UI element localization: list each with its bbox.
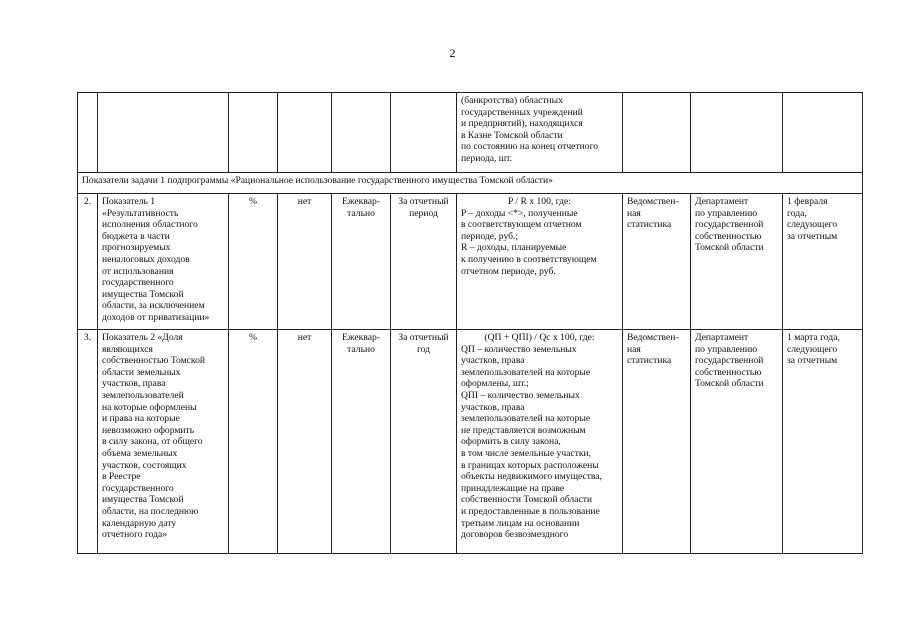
cell-source: Ведомствен- ная статистика xyxy=(623,194,691,330)
cell-period xyxy=(391,93,457,173)
cell-method xyxy=(457,330,623,554)
cell-source xyxy=(623,93,691,173)
cell-name: Показатель 2 «Доля являющихся собственностью Томской области земельных участков, права землепользователей на которые оформлены и права на которые невозможно оформить в силу закона, от общего объема земельных участков, состоящих в Реестре государственного имущества Томской области, на последнюю календарную дату отчетного года» xyxy=(98,330,229,554)
cell-deadline: 1 февраля года, следующего за отчетным xyxy=(783,194,863,330)
cell-responsible: Департамент по управлению государственной собственностью Томской области xyxy=(691,330,783,554)
cell-responsible xyxy=(691,93,783,173)
table-row xyxy=(78,194,863,330)
cell-unit: % xyxy=(229,330,278,554)
cell-deadline: 1 марта года, следующего за отчетным xyxy=(783,330,863,554)
cell-periodicity: Ежеквар- тально xyxy=(332,194,391,330)
method-formula: (QП + QПI) / Qс х 100, где: xyxy=(484,332,595,343)
table-row xyxy=(78,93,863,173)
cell-name: Показатель 1 «Результативность исполнения областного бюджета в части прогнозируемых неналоговых доходов от использования государственного имущества Томской области, за исключением доходов от приватизации» xyxy=(98,194,229,330)
table-row xyxy=(78,330,863,554)
section-row xyxy=(78,173,863,194)
cell-method: (банкротства) областных государственных учреждений и предприятий), находящихся в Казне Томской области по состоянию на конец отчетного периода, шт. xyxy=(457,93,623,173)
section-title: Показатели задачи 1 подпрограммы «Рациональное использование государственного имущества Томской области» xyxy=(78,173,863,194)
cell-responsible: Департамент по управлению государственной собственностью Томской области xyxy=(691,194,783,330)
cell-name xyxy=(98,93,229,173)
cell-num: 2. xyxy=(78,194,98,330)
method-text: QП – количество земельных участков, права землепользователей на которые оформлены, шт.; QПI – количество земельных участков, права землепользователей на которые не представляется возможным оформить в силу закона, в том числе земельные участки, в границах которых расположены объекты недвижимого имущества, принадлежащие на праве собственности Томской области и предоставленные в пользование третьим лицам на основании договоров безвозмездного xyxy=(461,343,602,541)
cell-periodicity: Ежеквар- тально xyxy=(332,330,391,554)
cell-unit: % xyxy=(229,194,278,330)
cell-unit2 xyxy=(278,93,332,173)
method-text: P – доходы <*>, полученные в соответствующем отчетном периоде, руб.; R – доходы, планируемые к получению в соответствующем отчетном периоде, руб. xyxy=(461,207,597,277)
cell-periodicity xyxy=(332,93,391,173)
cell-unit2: нет xyxy=(278,330,332,554)
cell-deadline xyxy=(783,93,863,173)
method-formula: P / R х 100, где: xyxy=(508,196,571,207)
cell-unit2: нет xyxy=(278,194,332,330)
cell-unit xyxy=(229,93,278,173)
cell-method xyxy=(457,194,623,330)
cell-source: Ведомствен- ная статистика xyxy=(623,330,691,554)
indicators-table xyxy=(77,92,863,554)
cell-period: За отчетный год xyxy=(391,330,457,554)
cell-num xyxy=(78,93,98,173)
cell-num: 3. xyxy=(78,330,98,554)
cell-period: За отчетный период xyxy=(391,194,457,330)
page-number: 2 xyxy=(449,46,456,60)
